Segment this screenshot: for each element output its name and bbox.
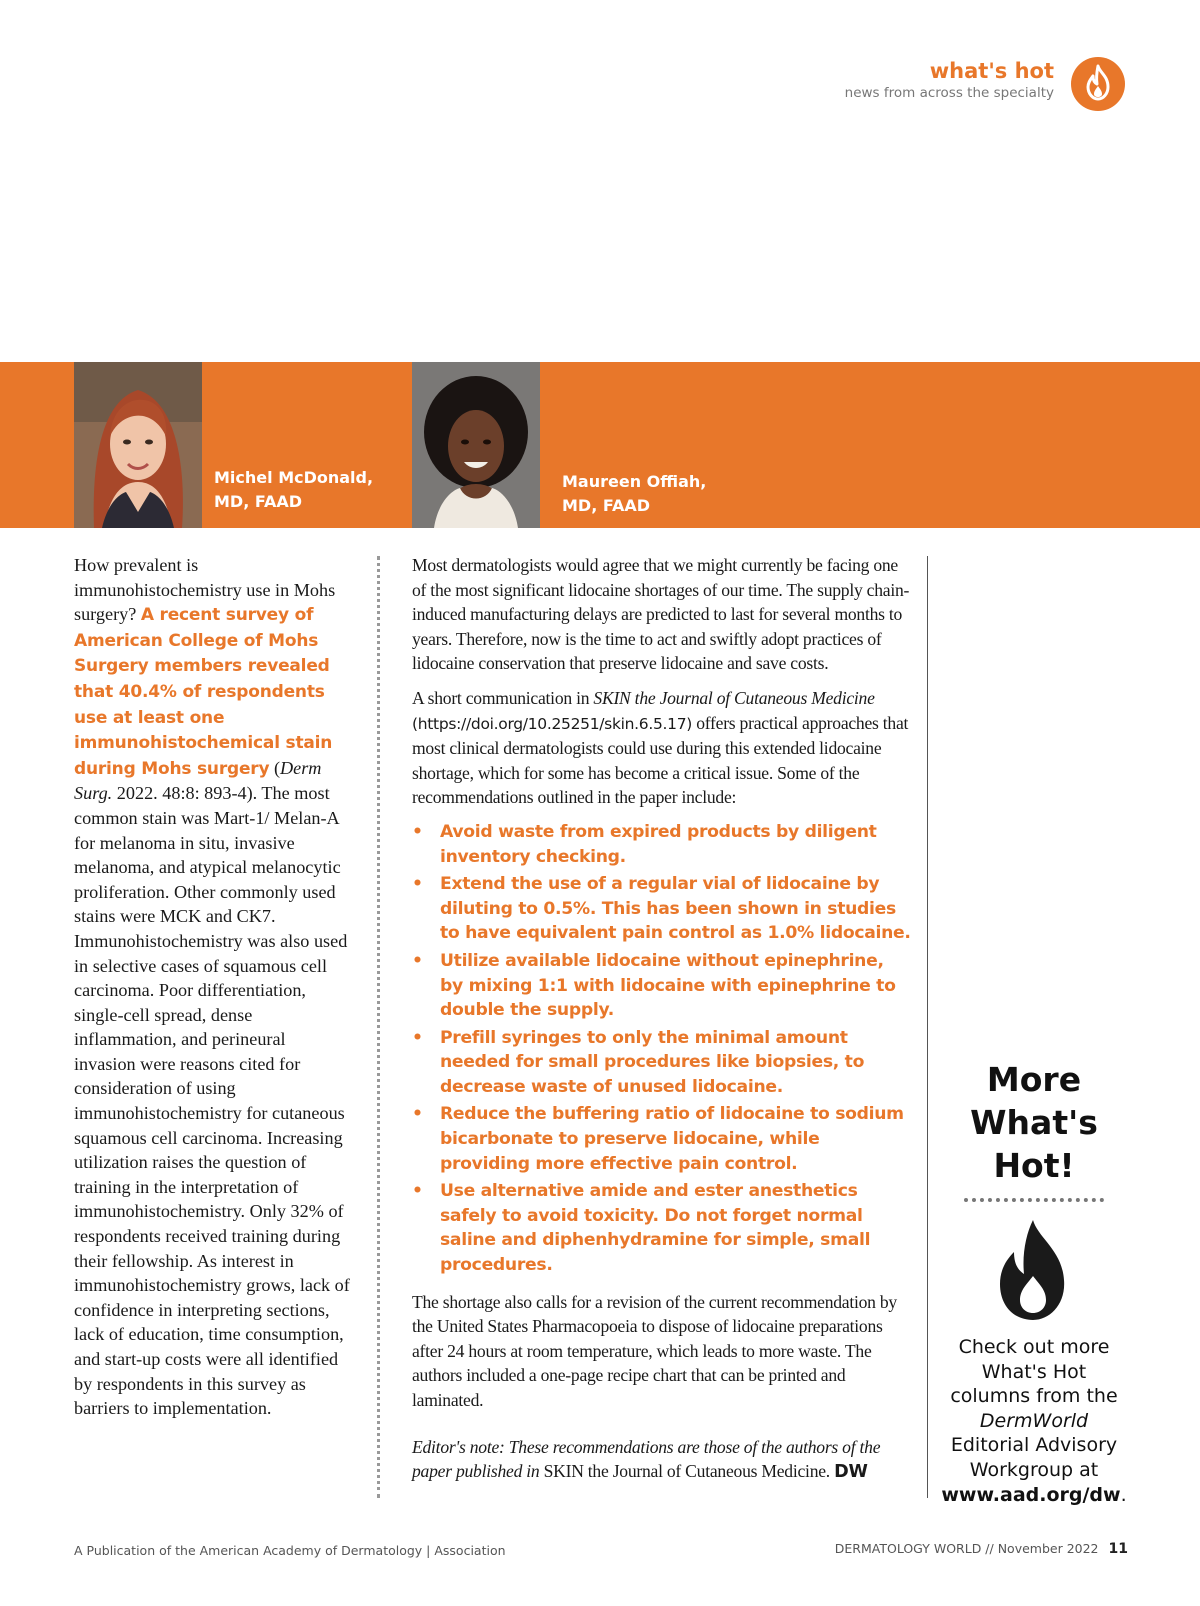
- left-article: [74, 553, 350, 1421]
- author-credentials: MD, FAAD: [214, 492, 302, 511]
- sidebar-link[interactable]: www.aad.org/dw: [941, 1483, 1121, 1506]
- p2-journal: SKIN the Journal of Cutaneous Medicine: [593, 687, 875, 708]
- sidebar-heading-line: Hot!: [993, 1146, 1075, 1185]
- right-article-p2: [412, 686, 912, 810]
- section-title: what's hot: [929, 59, 1054, 83]
- right-article: [412, 553, 912, 1495]
- author-caption-mcdonald: [214, 466, 373, 514]
- section-header: [845, 58, 1054, 102]
- author-name: Michel McDonald,: [214, 468, 374, 487]
- dw-signature: DW: [834, 1462, 868, 1483]
- sidebar-text: [940, 1335, 1128, 1507]
- author-photo-offiah: [412, 362, 540, 528]
- list-item: • Extend the use of a regular vial of lidocaine by diluting to 0.5%. This has been shown in studies to have equivalent pain control as 1.0% lidocaine.: [412, 872, 912, 946]
- footer-issue-text: DERMATOLOGY WORLD // November 2022: [834, 1541, 1099, 1556]
- flame-icon: [992, 1218, 1074, 1322]
- sidebar-text-start: Check out more What's Hot columns from the: [950, 1336, 1118, 1408]
- sidebar-heading-line: What's: [970, 1103, 1098, 1142]
- author-credentials: MD, FAAD: [562, 496, 650, 515]
- list-item: • Reduce the buffering ratio of lidocaine to sodium bicarbonate to preserve lidocaine, while providing more effective pain control.: [412, 1102, 912, 1176]
- sidebar-text-mid: Editorial Advisory Workgroup at: [950, 1434, 1118, 1481]
- footer-publication: A Publication of the American Academy of Dermatology | Association: [74, 1543, 506, 1558]
- right-article-p1: Most dermatologists would agree that we might currently be facing one of the most significant lidocaine shortages of our time. The supply chain-induced manufacturing delays are predicted to last for several months to years. Therefore, now is the time to act and swiftly adopt practices of lidocaine conservation that preserve lidocaine and save costs.: [412, 555, 910, 674]
- editors-note: [412, 1435, 912, 1485]
- note-start: Editor's note: These recommendations are those of the authors of the paper published in: [412, 1436, 881, 1482]
- sidebar-text-end: .: [1120, 1483, 1127, 1506]
- doi-link[interactable]: (https://doi.org/10.25251/skin.6.5.17): [412, 714, 693, 733]
- author-caption-offiah: [562, 470, 706, 518]
- list-item: • Utilize available lidocaine without epinephrine, by mixing 1:1 with lidocaine with epinephrine to double the supply.: [412, 949, 912, 1023]
- left-article-highlight: A recent survey of American College of Mohs Surgery members revealed that 40.4% of respondents use at least one immunohistochemical stain during Mohs surgery: [74, 605, 333, 779]
- sidebar-heading-line: More: [986, 1060, 1082, 1099]
- author-name: Maureen Offiah,: [562, 472, 707, 491]
- author-photo-mcdonald: [74, 362, 202, 528]
- column-divider-dotted: [377, 556, 380, 1498]
- recommendations-list: [412, 820, 912, 1278]
- list-item: • Avoid waste from expired products by diligent inventory checking.: [412, 820, 912, 869]
- flame-icon: [1070, 56, 1126, 112]
- left-article-journal: Derm Surg.: [74, 757, 322, 804]
- right-article-p3: The shortage also calls for a revision of the current recommendation by the United States Pharmacopoeia to dispose of lidocaine preparations after 24 hours at room temperature, which leads to more waste. The authors included a one-page recipe chart that can be printed and laminated.: [412, 1291, 897, 1410]
- page-number: 11: [1108, 1541, 1128, 1557]
- p2-rest: offers practical approaches that most clinical dermatologists could use during this extended lidocaine shortage, which for some has become a critical issue. Some of the recommendations outlined in the paper include:: [412, 712, 909, 808]
- list-item: • Use alternative amide and ester anesthetics safely to avoid toxicity. Do not forget normal saline and diphenhydramine for simple, small procedures.: [412, 1179, 912, 1277]
- left-article-intro: How prevalent is immunohistochemistry use in Mohs surgery?: [74, 555, 336, 625]
- list-item: • Prefill syringes to only the minimal amount needed for small procedures like biopsies, to decrease waste of unused lidocaine.: [412, 1026, 912, 1100]
- footer-issue: [835, 1541, 1128, 1557]
- sidebar-brand: DermWorld: [979, 1409, 1089, 1432]
- note-journal: SKIN the Journal of Cutaneous Medicine.: [543, 1461, 830, 1482]
- sidebar-heading: [945, 1058, 1123, 1187]
- sidebar-divider: [964, 1198, 1104, 1202]
- left-article-body: 2022. 48:8: 893-4). The most common stain was Mart-1/ Melan-A for melanoma in situ, invasive melanoma, and atypical melanocytic proliferation. Other commonly used stains were MCK and CK7. Immunohistochemistry was also used in selective cases of squamous cell carcinoma. Poor differentiation, single-cell spread, dense inflammation, and perineural invasion were reasons cited for consideration of using immunohistochemistry for cutaneous squamous cell carcinoma. Increasing utilization raises the question of training in the interpretation of immunohistochemistry. Only 32% of respondents received training during their fellowship. As interest in immunohistochemistry grows, lack of confidence in interpreting sections, lack of education, time consumption, and start-up costs were all identified by respondents in this survey as barriers to implementation.: [74, 783, 350, 1419]
- p2-start: A short communication in: [412, 687, 594, 708]
- column-divider-solid: [927, 556, 928, 1498]
- left-article-citation-open: (: [269, 757, 280, 778]
- section-subtitle: news from across the specialty: [844, 85, 1054, 101]
